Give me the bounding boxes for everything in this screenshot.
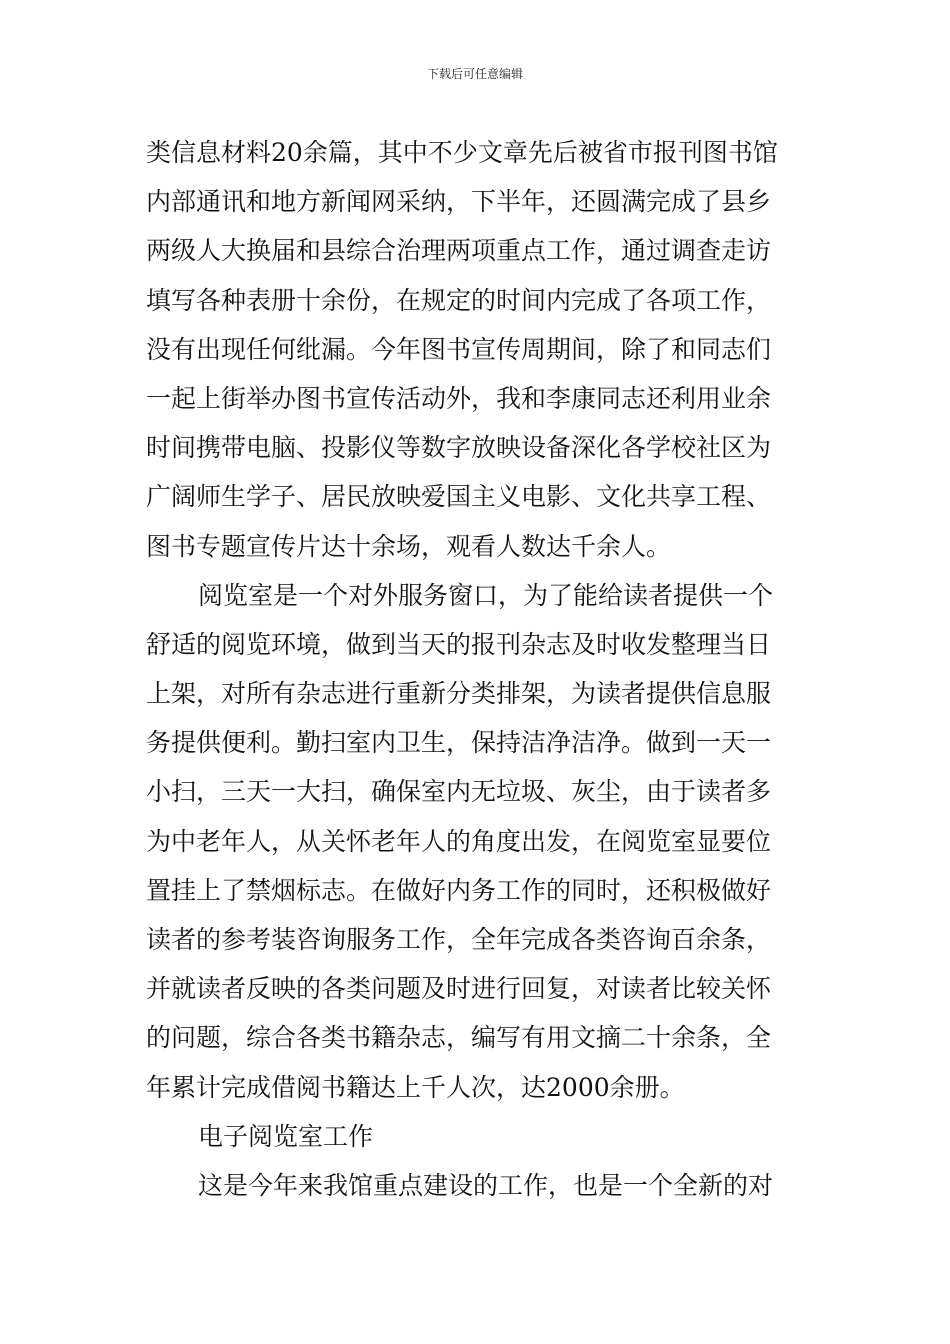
text-line: 图书专题宣传片达十余场，观看人数达千余人。 xyxy=(146,531,672,561)
text-line: 的问题，综合各类书籍杂志，编写有用文摘二十余条，全 xyxy=(146,1023,772,1053)
section-heading: 电子阅览室工作 xyxy=(198,1121,374,1151)
text-line: 时间携带电脑、投影仪等数字放映设备深化各学校社区为 xyxy=(146,433,772,463)
text-line: 务提供便利。勤扫室内卫生，保持洁净洁净。做到一天一 xyxy=(146,728,772,758)
text-line: 没有出现任何纰漏。今年图书宣传周期间，除了和同志们 xyxy=(146,334,772,364)
text-line: 小扫，三天一大扫，确保室内无垃圾、灰尘，由于读者多 xyxy=(146,777,772,807)
text-line: 上架，对所有杂志进行重新分类排架，为读者提供信息服 xyxy=(146,679,772,709)
header-note: 下载后可任意编辑 xyxy=(426,67,523,81)
text-line: 一起上街举办图书宣传活动外，我和李康同志还利用业余 xyxy=(146,383,772,413)
text-line: 舒适的阅览环境，做到当天的报刊杂志及时收发整理当日 xyxy=(146,629,772,659)
text-line: 广阔师生学子、居民放映爱国主义电影、文化共享工程、 xyxy=(146,482,772,512)
text-line: 并就读者反映的各类问题及时进行回复，对读者比较关怀 xyxy=(146,974,772,1004)
text-line: 年累计完成借阅书籍达上千人次，达2000余册。 xyxy=(146,1072,685,1102)
paragraph-start-line: 这是今年来我馆重点建设的工作，也是一个全新的对 xyxy=(198,1170,774,1200)
text-line: 两级人大换届和县综合治理两项重点工作，通过调查走访 xyxy=(146,236,772,266)
text-line: 内部通讯和地方新闻网采纳，下半年，还圆满完成了县乡 xyxy=(146,187,772,217)
body-text xyxy=(146,128,806,1210)
text-line: 读者的参考装咨询服务工作，全年完成各类咨询百余条， xyxy=(146,925,772,954)
text-line: 填写各种表册十余份，在规定的时间内完成了各项工作， xyxy=(146,285,772,315)
paragraph-start-line: 阅览室是一个对外服务窗口，为了能给读者提供一个 xyxy=(198,580,774,610)
text-line: 置挂上了禁烟标志。在做好内务工作的同时，还积极做好 xyxy=(146,875,772,905)
text-line: 类信息材料20余篇，其中不少文章先后被省市报刊图书馆 xyxy=(146,138,778,167)
text-line: 为中老年人，从关怀老年人的角度出发，在阅览室显要位 xyxy=(146,826,772,856)
